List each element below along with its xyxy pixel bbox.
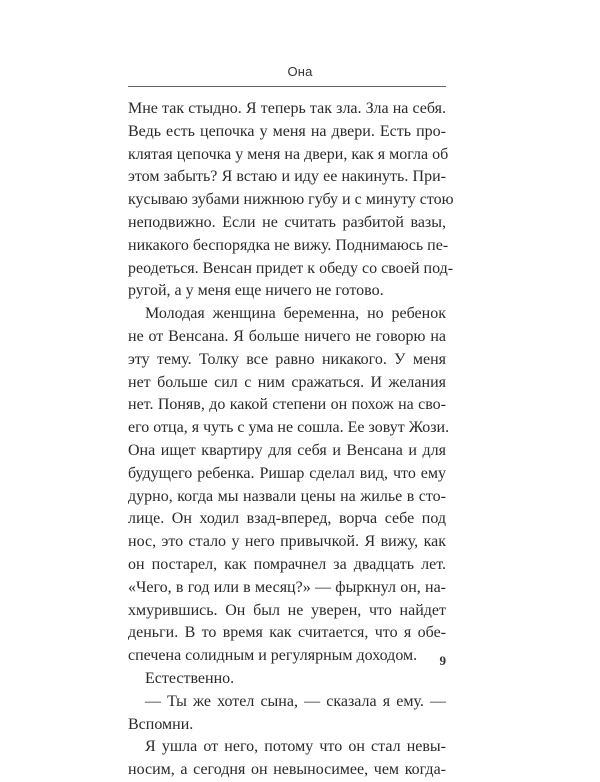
text-line: клятая цепочка у меня на двери, как я могла об bbox=[128, 145, 449, 163]
text-line: будущего ребенка. Ришар сделал вид, что ему bbox=[128, 464, 446, 482]
text-line: носим, а сегодня он невыносимее, чем когда- bbox=[128, 761, 446, 779]
text-line: спечена солидным и регулярным доходом. bbox=[128, 647, 418, 665]
text-line: Вспомни. bbox=[128, 715, 194, 733]
text-line: никакого беспорядка не вижу. Поднимаюсь пе- bbox=[128, 236, 449, 254]
text-line: Естественно. bbox=[145, 669, 235, 687]
text-line: Я ушла от него, потому что он стал невы- bbox=[145, 738, 446, 756]
text-line: эту тему. Толку все равно никакого. У меня bbox=[128, 350, 446, 368]
text-line: Ведь есть цепочка у меня на двери. Есть про- bbox=[128, 122, 446, 140]
text-line: хмурившись. Он был не уверен, что найдет bbox=[128, 601, 446, 619]
text-line: неподвижно. Если не считать разбитой вазы, bbox=[128, 213, 446, 231]
text-line: реодеться. Венсан придет к обеду со своей под- bbox=[128, 259, 454, 277]
text-line: этом забыть? Я встаю и иду ее накинуть. При- bbox=[128, 168, 446, 186]
running-head-title: Она bbox=[287, 64, 313, 79]
text-line: — Ты же хотел сына, — сказала я ему. — bbox=[145, 692, 446, 710]
text-line: Она ищет квартиру для себя и Венсана и для bbox=[128, 441, 446, 459]
text-line: ругой, а у меня еще ничего не готово. bbox=[128, 282, 384, 300]
text-line: нет. Поняв, до какой степени он похож на сво- bbox=[128, 396, 446, 414]
text-line: нет больше сил с ним сражаться. И желания bbox=[128, 373, 446, 391]
text-line: не от Венсана. Я больше ничего не говорю на bbox=[128, 327, 446, 345]
text-line: Молодая женщина беременна, но ребенок bbox=[145, 305, 446, 323]
text-line: деньги. В то время как считается, что я обе- bbox=[128, 624, 446, 642]
header-rule bbox=[128, 86, 446, 87]
text-line: лице. Он ходил взад-вперед, ворча себе под bbox=[128, 510, 446, 528]
text-line: он постарел, как помрачнел за двадцать лет. bbox=[128, 555, 446, 573]
text-line: нос, это стало у него привычкой. Я вижу, как bbox=[128, 533, 446, 551]
text-line: его отца, я чуть с ума не сошла. Ее зовут Жози. bbox=[128, 419, 450, 437]
text-line: Мне так стыдно. Я теперь так зла. Зла на себя. bbox=[128, 100, 446, 117]
text-line: «Чего, в год или в месяц?» — фыркнул он, на- bbox=[128, 578, 446, 596]
text-line: кусываю зубами нижнюю губу и с минуту стою bbox=[128, 191, 454, 209]
text-line: дурно, когда мы назвали цены на жилье в сто- bbox=[128, 487, 446, 505]
page-number: 9 bbox=[439, 653, 446, 668]
page-body-text bbox=[128, 98, 454, 782]
